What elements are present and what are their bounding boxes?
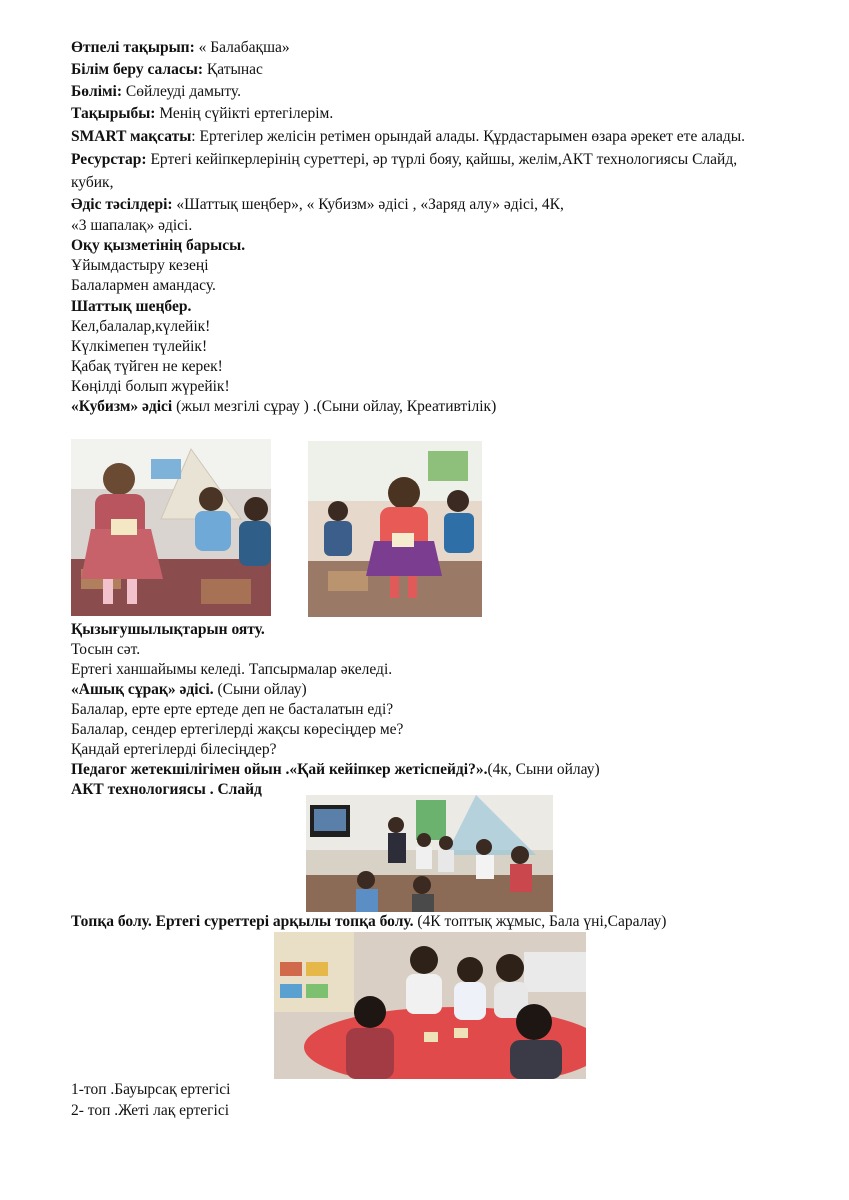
question-line: Қандай ертегілерді білесіңдер? <box>71 741 277 758</box>
question-line: Балалар, ерте ерте ертеде деп не басталатын еді? <box>71 701 394 718</box>
game-line <box>71 760 779 780</box>
resources-label: Ресурстар: <box>71 151 147 168</box>
question-line: Балалар, сендер ертегілерді жақсы көресіңдер ме? <box>71 721 404 738</box>
resources-value: Ертегі кейіпкерлерінің суреттері, әр түрлі бояу, қайшы, желім,АКТ технологиясы Слайд, кубик, <box>71 151 738 191</box>
game-value: (4к, Сыни ойлау) <box>487 761 600 778</box>
section-line <box>71 81 779 103</box>
circle-title-text: Шаттық шеңбер. <box>71 298 192 315</box>
circle-title <box>71 296 779 317</box>
poem-line: Қабақ түйген не керек! <box>71 358 223 375</box>
interest-title-text: Қызығушылықтарын ояту. <box>71 621 265 638</box>
topic-value: « Балабақша» <box>194 39 290 56</box>
letter-line: Ертегі ханшайымы келеді. Тапсырмалар әкеледі. <box>71 661 393 678</box>
topic-line <box>71 37 779 59</box>
cubism-line <box>71 397 779 417</box>
groups-list <box>71 1079 779 1121</box>
smart-label: SMART мақсаты <box>71 128 192 145</box>
document-page-continued <box>71 619 779 800</box>
group-line <box>71 912 779 932</box>
area-value: Қатынас <box>203 61 263 78</box>
org-stage: Ұйымдастыру кезеңі <box>71 257 209 274</box>
section-value: Сөйлеуді дамыту. <box>122 83 241 100</box>
group-label: Топқа болу. Ертегі суреттері арқылы топқа болу. <box>71 913 414 930</box>
group-item: 1-топ .Бауырсақ ертегісі <box>71 1081 231 1098</box>
smart-value: : Ертегілер желісін ретімен орындай алады. Құрдастарымен өзара әрекет ете алады. <box>191 128 746 145</box>
game-label: Педагог жетекшілігімен ойын .«Қай кейіпкер жетіспейді?». <box>71 761 488 778</box>
open-question-label: «Ашық сұрақ» әдісі. <box>71 681 214 698</box>
area-line <box>71 59 779 81</box>
topic-label: Өтпелі тақырып: <box>71 39 195 56</box>
theme-value: Менің сүйікті ертегілерім. <box>155 105 334 122</box>
surprise-line: Тосын сәт. <box>71 641 141 658</box>
resources-line <box>71 148 779 194</box>
open-question-value: (Сыни ойлау) <box>213 681 307 698</box>
photo-girl-with-cube-2 <box>308 441 482 617</box>
photo-slide-presentation <box>306 795 553 912</box>
area-label: Білім беру саласы: <box>71 61 203 78</box>
smart-goal <box>71 125 779 148</box>
document-page <box>71 37 779 417</box>
group-item: 2- топ .Жеті лақ ертегісі <box>71 1102 230 1119</box>
methods-value: «Шаттық шеңбер», « Кубизм» әдісі , «Заряд алу» әдісі, 4К, <box>172 196 564 213</box>
cubism-label: «Кубизм» әдісі <box>71 398 173 415</box>
poem-line: Күлкімепен түлейік! <box>71 338 208 355</box>
progress-title-text: Оқу қызметінің барысы. <box>71 237 246 254</box>
theme-label: Тақырыбы: <box>71 105 156 122</box>
cubism-value: (жыл мезгілі сұрау ) .(Сыни ойлау, Креативтілік) <box>172 398 497 415</box>
group-value: (4К топтық жұмыс, Бала үні,Саралау) <box>413 913 667 930</box>
group-section <box>71 912 779 932</box>
greeting: Балалармен амандасу. <box>71 277 216 294</box>
progress-title <box>71 235 779 256</box>
methods-continued: «3 шапалақ» әдісі. <box>71 217 193 234</box>
ict-title-text: АКТ технологиясы . Слайд <box>71 781 262 798</box>
theme-line <box>71 103 779 125</box>
section-label: Бөлімі: <box>71 83 123 100</box>
poem-line: Көңілді болып жүрейік! <box>71 378 230 395</box>
methods-line <box>71 194 779 216</box>
methods-label: Әдіс тәсілдері: <box>71 196 173 213</box>
open-question-line <box>71 680 779 700</box>
photo-girl-with-cube-1 <box>71 439 271 616</box>
photo-group-work <box>274 932 586 1079</box>
interest-title <box>71 619 779 640</box>
poem-line: Кел,балалар,күлейік! <box>71 318 211 335</box>
